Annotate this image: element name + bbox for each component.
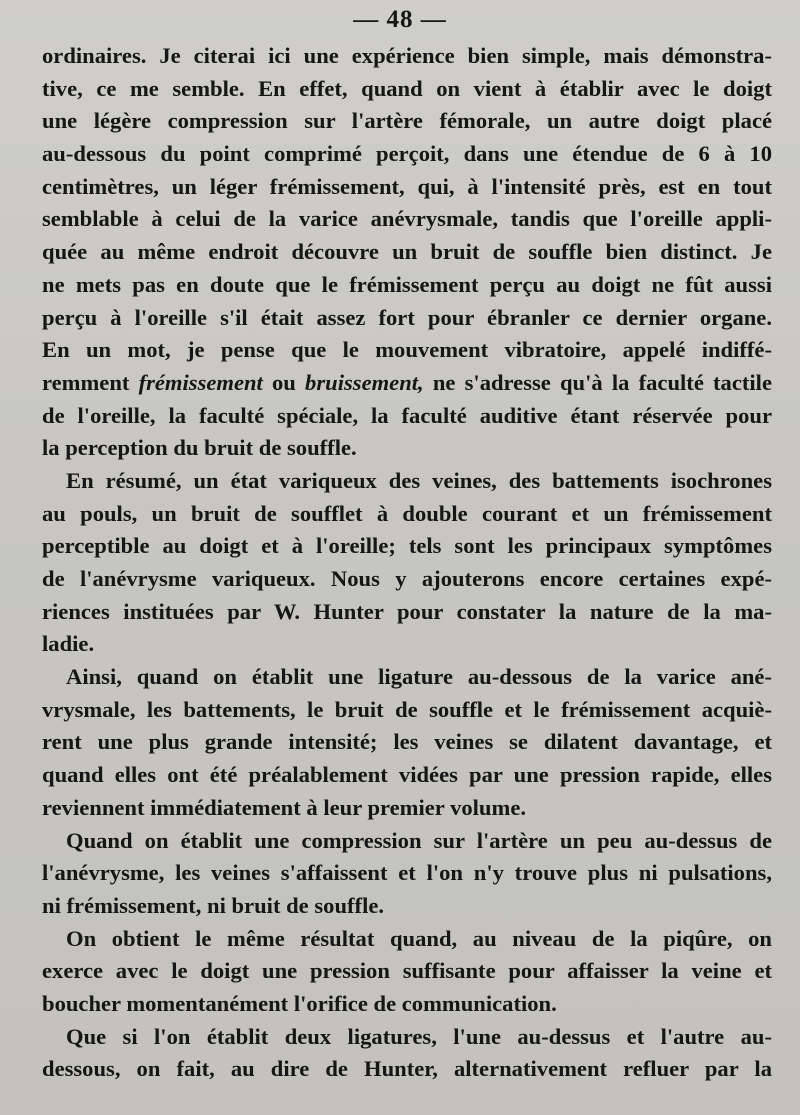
paragraph-start: On obtient le même résultat quand, au niveau de la piqûre, on — [66, 925, 772, 951]
italic-term: bruissement, — [305, 369, 424, 395]
text-line-with-italics — [42, 367, 772, 400]
text-line: de l'anévrysme variqueux. Nous y ajouterons encore certaines expé- — [42, 566, 772, 591]
text-line: quée au même endroit découvre un bruit de souffle bien distinct. Je — [42, 239, 772, 265]
text-line: la perception du bruit de souffle. — [42, 435, 357, 461]
text-line: riences instituées par W. Hunter pour constater la nature de la ma- — [42, 598, 772, 624]
text-line: exerce avec le doigt une pression suffisante pour affaisser la veine et — [42, 958, 772, 984]
text-fragment: ou — [262, 369, 306, 395]
text-line: boucher momentanément l'orifice de communication. — [42, 990, 557, 1016]
text-line: centimètres, un léger frémissement, qui, à l'intensité près, est en tout — [42, 173, 772, 199]
page-number: — 48 — — [353, 6, 447, 33]
text-line: ni frémissement, ni bruit de souffle. — [42, 892, 385, 918]
text-line: ladie. — [42, 631, 95, 657]
text-line: au pouls, un bruit de soufflet à double courant et un frémissement — [42, 500, 772, 526]
text-line: au-dessous du point comprimé perçoit, dans une étendue de 6 à 10 — [42, 141, 772, 167]
text-line: de l'oreille, la faculté spéciale, la faculté auditive étant réservée pour — [42, 402, 772, 428]
text-line: ordinaires. Je citerai ici une expérience bien simple, mais démonstra- — [42, 43, 772, 68]
text-line: une légère compression sur l'artère fémorale, un autre doigt placé — [42, 108, 772, 134]
text-line: semblable à celui de la varice anévrysmale, tandis que l'oreille appli- — [42, 206, 772, 232]
paragraph-start: En résumé, un état variqueux des veines, des battements isochrones — [66, 467, 772, 493]
text-line: reviennent immédiatement à leur premier volume. — [42, 794, 527, 820]
text-fragment: remment — [42, 369, 139, 395]
text-line: vrysmale, les battements, le bruit de souffle et le frémissement acquiè- — [42, 696, 772, 722]
paragraph-start: Quand on établit une compression sur l'artère un peu au-dessus de — [66, 827, 772, 853]
body-text — [42, 40, 772, 1086]
paragraph-start: Que si l'on établit deux ligatures, l'une au-dessus et l'autre au- — [66, 1023, 772, 1049]
text-fragment: ne s'adresse qu'à la faculté tactile — [423, 369, 772, 395]
text-line: l'anévrysme, les veines s'affaissent et l'on n'y trouve plus ni pulsations, — [42, 860, 772, 886]
text-line: perçu à l'oreille s'il était assez fort pour ébranler ce dernier organe. — [42, 304, 772, 330]
text-line: quand elles ont été préalablement vidées par une pression rapide, elles — [42, 762, 772, 788]
text-line: dessous, on fait, au dire de Hunter, alternativement refluer par la — [42, 1056, 772, 1082]
text-line: En un mot, je pense que le mouvement vibratoire, appelé indiffé- — [42, 337, 772, 363]
text-line: ne mets pas en doute que le frémissement perçu au doigt ne fût aussi — [42, 271, 772, 297]
paragraph-start: Ainsi, quand on établit une ligature au-dessous de la varice ané- — [66, 664, 772, 690]
text-line: rent une plus grande intensité; les veines se dilatent davantage, et — [42, 729, 772, 755]
text-line: tive, ce me semble. En effet, quand on vient à établir avec le doigt — [42, 75, 772, 101]
text-line: perceptible au doigt et à l'oreille; tels sont les principaux symptômes — [42, 533, 772, 559]
italic-term: frémissement — [138, 369, 263, 395]
